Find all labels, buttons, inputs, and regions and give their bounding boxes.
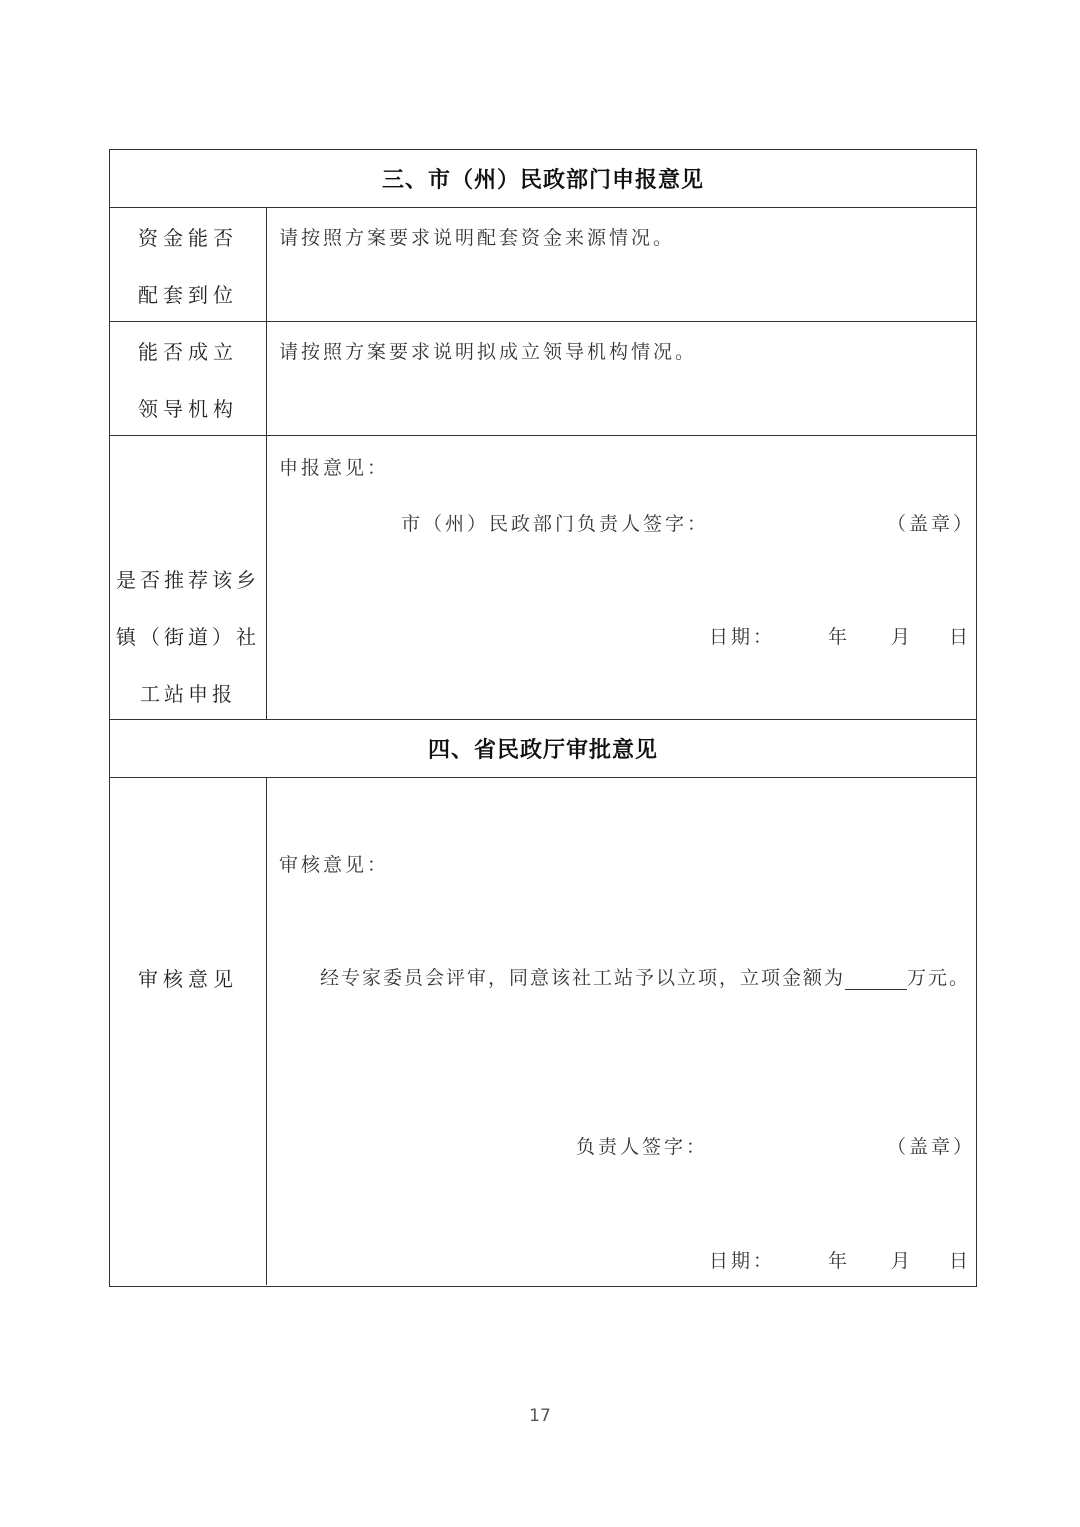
city-date-label: 日期：	[709, 626, 776, 648]
review-opinion-label: 审核意见：	[279, 854, 390, 876]
recommendation-label-line-1: 是否推荐该乡	[116, 568, 260, 592]
application-opinion-label: 申报意见：	[279, 457, 390, 479]
review-date-month: 月	[891, 1250, 914, 1272]
leadership-label-cell	[110, 322, 267, 435]
funding-label-line-1: 资金能否	[138, 226, 238, 250]
recommendation-content-cell[interactable]	[267, 436, 976, 719]
amount-blank[interactable]	[845, 967, 907, 990]
funding-label-line-2: 配套到位	[138, 283, 238, 307]
review-statement	[320, 963, 970, 990]
review-signature-label: 负责人签字：	[576, 1136, 709, 1158]
review-label: 审核意见	[138, 967, 238, 991]
recommendation-label-line-2: 镇（街道）社	[116, 625, 260, 649]
recommendation-label-cell	[110, 436, 267, 719]
funding-label-cell	[110, 208, 267, 321]
city-seal-label: （盖章）	[887, 513, 976, 535]
section-3-header	[110, 150, 976, 208]
review-date-day: 日	[949, 1250, 972, 1272]
review-row	[110, 778, 976, 1285]
recommendation-row	[110, 436, 976, 720]
review-date-year: 年	[828, 1250, 851, 1272]
review-statement-suffix: 万元。	[907, 967, 971, 989]
section-4-title: 四、省民政厅审批意见	[427, 738, 658, 763]
section-3-title: 三、市（州）民政部门申报意见	[381, 168, 704, 193]
funding-content-cell[interactable]	[267, 208, 976, 321]
review-label-cell	[110, 778, 267, 1285]
leadership-label-line-1: 能否成立	[138, 340, 238, 364]
funding-instruction: 请按照方案要求说明配套资金来源情况。	[279, 227, 676, 249]
leadership-instruction: 请按照方案要求说明拟成立领导机构情况。	[279, 341, 698, 363]
city-date-year: 年	[828, 626, 851, 648]
recommendation-label-line-3: 工站申报	[140, 682, 236, 706]
approval-form-table	[109, 149, 977, 1287]
leadership-content-cell[interactable]	[267, 322, 976, 435]
city-date-day: 日	[949, 626, 972, 648]
leadership-label-line-2: 领导机构	[138, 397, 238, 421]
review-date-label: 日期：	[709, 1250, 776, 1272]
review-content-cell[interactable]	[267, 778, 976, 1285]
section-4-header	[110, 720, 976, 778]
leadership-row	[110, 322, 976, 436]
review-seal-label: （盖章）	[887, 1136, 976, 1158]
page-number: 17	[529, 1406, 551, 1426]
funding-row	[110, 208, 976, 322]
city-signature-label: 市（州）民政部门负责人签字：	[401, 513, 710, 535]
city-date-month: 月	[891, 626, 914, 648]
review-statement-prefix: 经专家委员会评审，同意该社工站予以立项，立项金额为	[320, 967, 846, 989]
